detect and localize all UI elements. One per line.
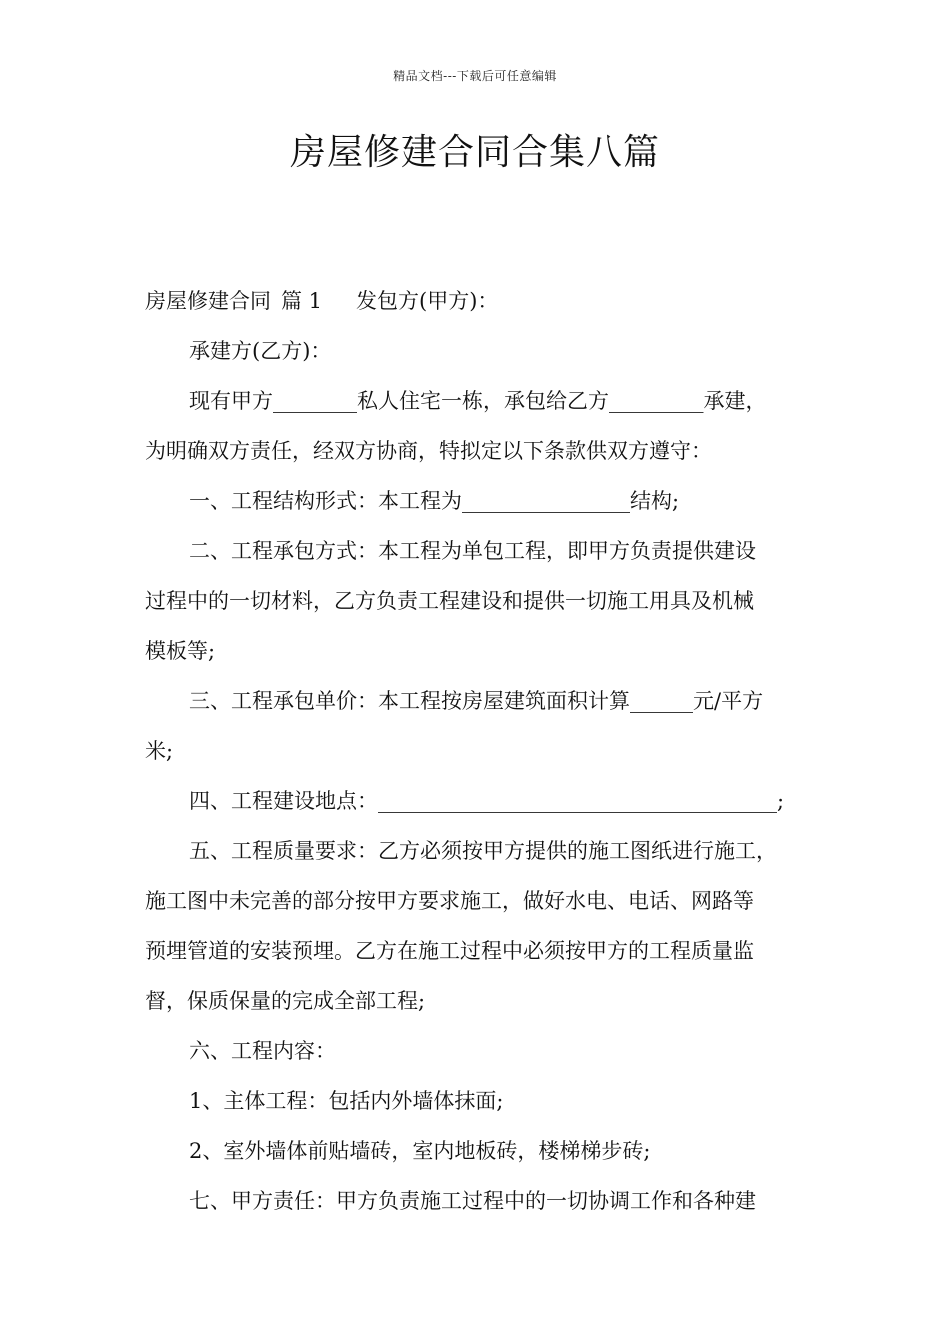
- contract-number: 篇 1: [281, 289, 323, 313]
- document-body: [145, 276, 807, 1226]
- document-title: 房屋修建合同合集八篇: [289, 132, 660, 173]
- clause-6-heading: 六、工程内容：: [189, 1039, 336, 1063]
- paragraph-intro-line-1: 现有甲方________私人住宅一栋，承包给乙方_________承建，: [189, 389, 767, 413]
- clause-5-line-1: 五、工程质量要求：乙方必须按甲方提供的施工图纸进行施工，: [189, 839, 777, 863]
- clause-3-line-2: 米;: [145, 739, 174, 763]
- clause-5-line-3: 预埋管道的安装预埋。乙方在施工过程中必须按甲方的工程质量监: [145, 939, 754, 963]
- paragraph-party-b: 承建方(乙方)：: [189, 339, 332, 363]
- clause-1-structure: 一、工程结构形式：本工程为________________结构;: [189, 489, 680, 513]
- header-note: 精品文档---下载后可任意编辑: [393, 69, 557, 83]
- paragraph-contract-heading: [145, 276, 807, 326]
- contract-name: 房屋修建合同: [145, 289, 271, 313]
- clause-2-line-2: 过程中的一切材料，乙方负责工程建设和提供一切施工用具及机械: [145, 589, 754, 613]
- clause-6-item-2: 2、室外墙体前贴墙砖，室内地板砖，楼梯梯步砖;: [189, 1139, 651, 1163]
- clause-3-line-1: 三、工程承包单价：本工程按房屋建筑面积计算______元/平方: [189, 689, 764, 713]
- clause-2-line-1: 二、工程承包方式：本工程为单包工程，即甲方负责提供建设: [189, 539, 756, 563]
- clause-5-line-4: 督，保质保量的完成全部工程;: [145, 989, 426, 1013]
- clause-6-item-1: 1、主体工程：包括内外墙体抹面;: [189, 1089, 504, 1113]
- clause-5-line-2: 施工图中未完善的部分按甲方要求施工，做好水电、电话、网路等: [145, 889, 754, 913]
- clause-4-location: 四、工程建设地点：______________________________________;: [189, 789, 785, 813]
- clause-2-line-3: 模板等;: [145, 639, 216, 663]
- paragraph-intro-line-2: 为明确双方责任，经双方协商，特拟定以下条款供双方遵守：: [145, 439, 712, 463]
- party-a-label: 发包方(甲方)：: [356, 289, 499, 313]
- clause-7-line-1: 七、甲方责任：甲方负责施工过程中的一切协调工作和各种建: [189, 1189, 756, 1213]
